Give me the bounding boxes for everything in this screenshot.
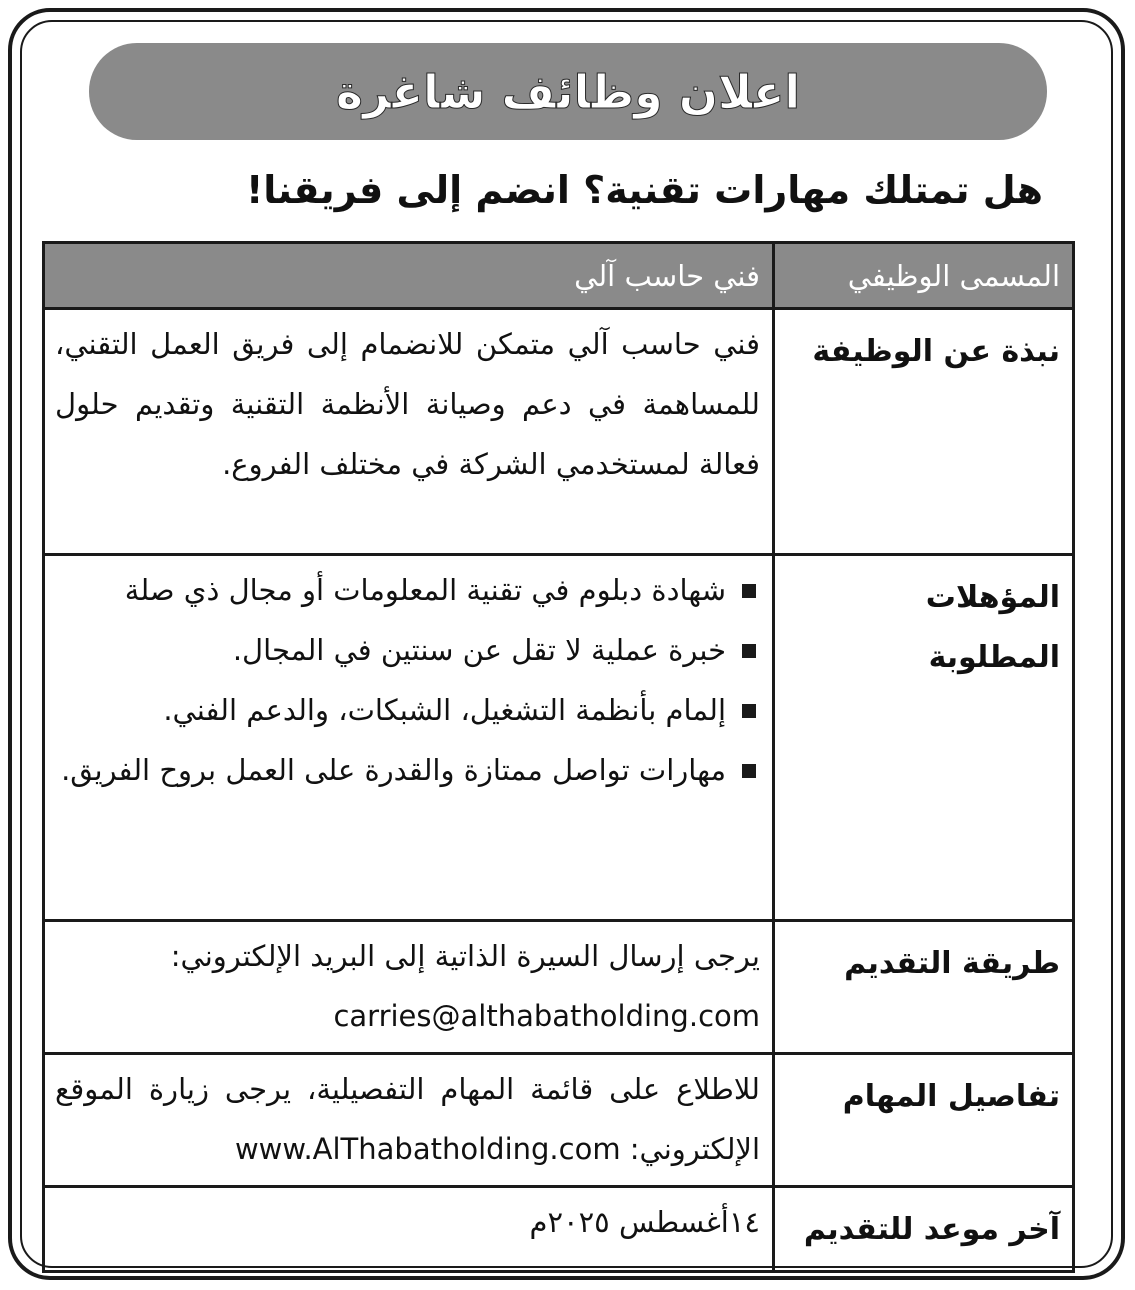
title-banner	[89, 43, 1047, 140]
tasks-text: للاطلاع على قائمة المهام التفصيلية، يرجى زيارة الموقع الإلكتروني:	[55, 1072, 760, 1166]
deadline-value: ١٤أغسطس ٢٠٢٥م	[44, 1187, 774, 1272]
job-title-label: المسمى الوظيفي	[774, 243, 1074, 309]
job-details-table	[42, 241, 1075, 1273]
tasks-value	[44, 1054, 774, 1187]
qualifications-label: المؤهلات المطلوبة	[774, 555, 1074, 921]
summary-value: فني حاسب آلي متمكن للانضمام إلى فريق العمل التقني، للمساهمة في دعم وصيانة الأنظمة التقنية وتقديم حلول فعالة لمستخدمي الشركة في مختلف الفروع.	[44, 309, 774, 555]
page-title: اعلان وظائف شاغرة	[335, 64, 801, 119]
list-item: خبرة عملية لا تقل عن سنتين في المجال.	[55, 620, 760, 680]
apply-text: يرجى إرسال السيرة الذاتية إلى البريد الإلكتروني:	[170, 939, 760, 973]
qualifications-list	[55, 560, 760, 800]
table-row	[44, 555, 1074, 921]
summary-label: نبذة عن الوظيفة	[774, 309, 1074, 555]
table-row	[44, 309, 1074, 555]
list-item: إلمام بأنظمة التشغيل، الشبكات، والدعم الفني.	[55, 680, 760, 740]
table-row	[44, 243, 1074, 309]
subheading: هل تمتلك مهارات تقنية؟ انضم إلى فريقنا!	[245, 168, 1043, 212]
tasks-label: تفاصيل المهام	[774, 1054, 1074, 1187]
apply-email-link[interactable]: carries@althabatholding.com	[333, 999, 760, 1033]
table-row	[44, 1187, 1074, 1272]
table-row	[44, 921, 1074, 1054]
qualifications-value	[44, 555, 774, 921]
tasks-url-link[interactable]: www.AlThabatholding.com	[234, 1132, 621, 1166]
table-row	[44, 1054, 1074, 1187]
deadline-label: آخر موعد للتقديم	[774, 1187, 1074, 1272]
apply-label: طريقة التقديم	[774, 921, 1074, 1054]
list-item: مهارات تواصل ممتازة والقدرة على العمل بروح الفريق.	[55, 740, 760, 800]
apply-value	[44, 921, 774, 1054]
list-item: شهادة دبلوم في تقنية المعلومات أو مجال ذي صلة	[55, 560, 760, 620]
job-title-value: فني حاسب آلي	[44, 243, 774, 309]
